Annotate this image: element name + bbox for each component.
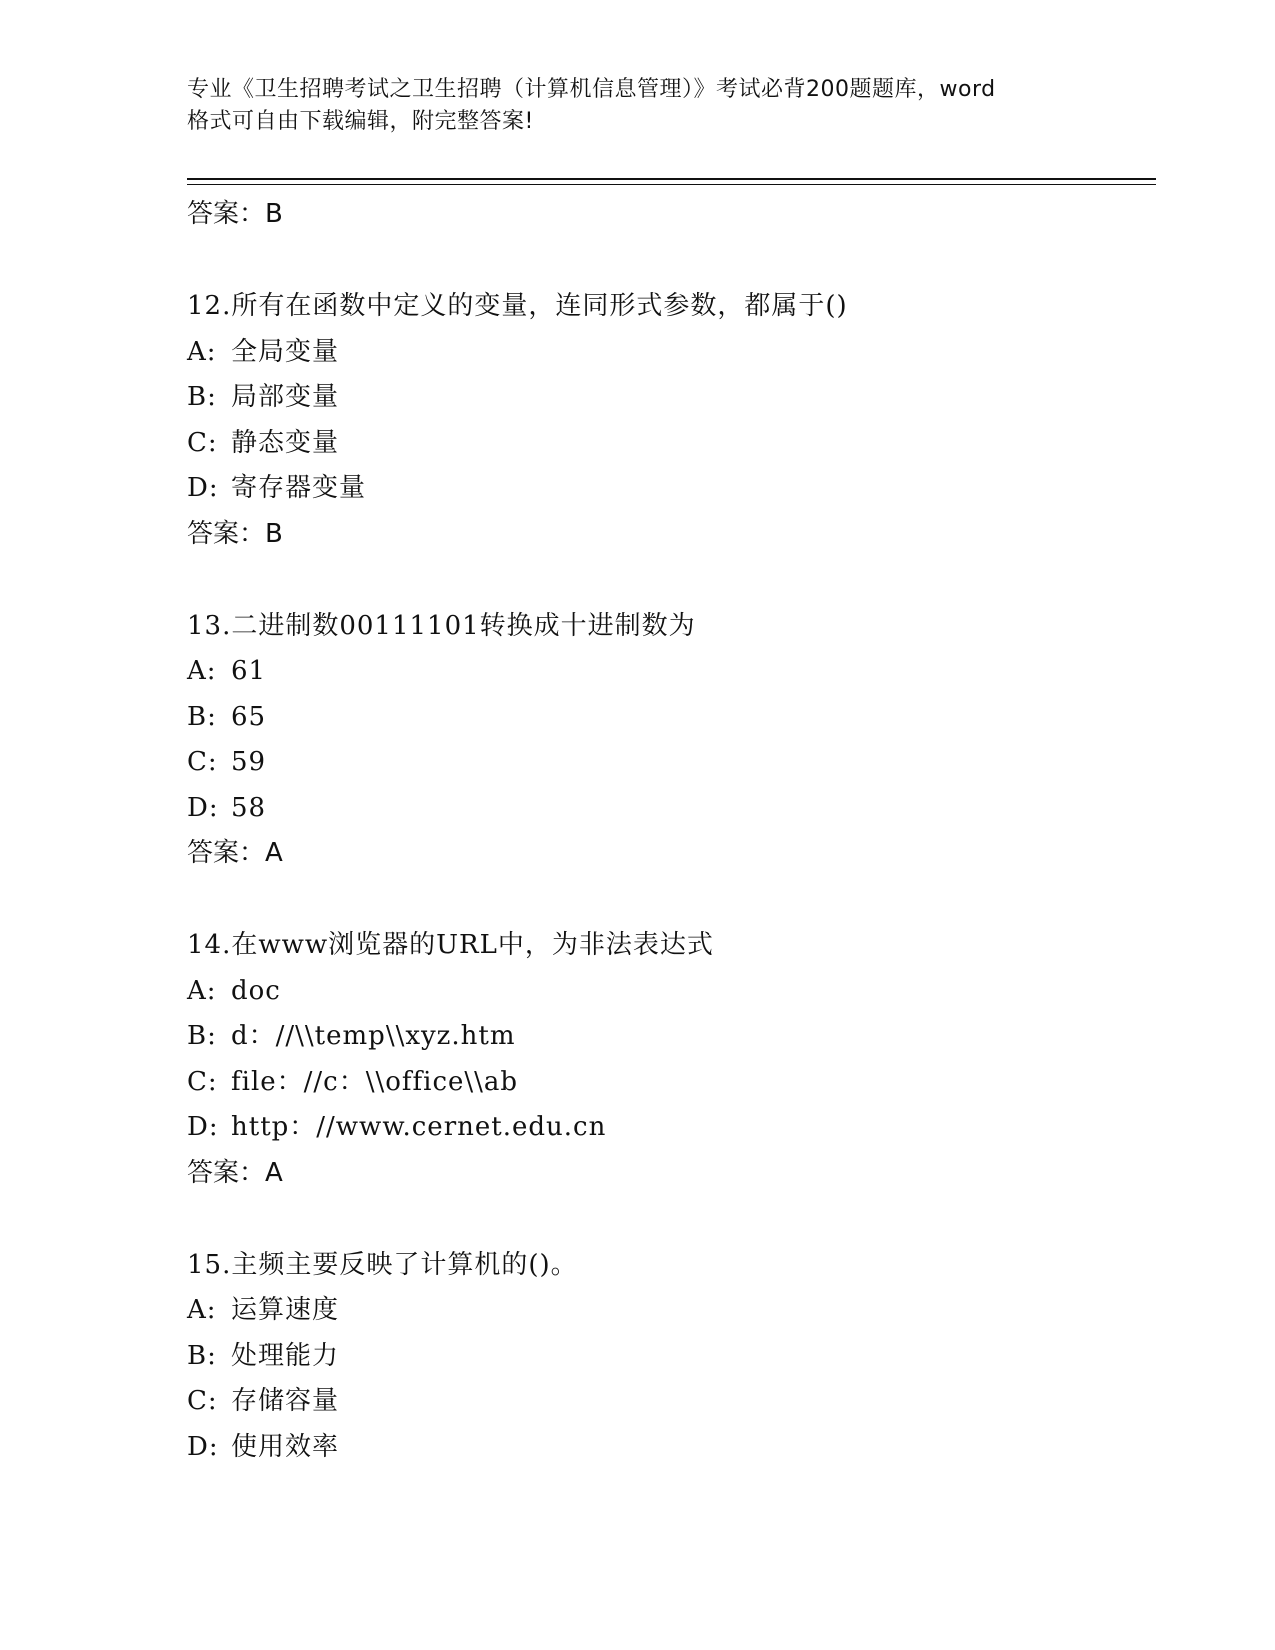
header-line-2: 格式可自由下载编辑，附完整答案! [187,109,534,134]
question-block-14 [187,923,1147,1195]
option-a [187,649,1147,695]
option-letter: A: [187,1295,217,1325]
question-list [187,192,1147,1470]
option-letter: B: [187,701,217,732]
option-text: 存储容量 [231,1386,340,1416]
option-a [187,330,1147,376]
question-block-15 [187,1243,1147,1471]
option-letter: B: [187,1021,217,1051]
option-text: 58 [231,792,267,823]
option-c [187,421,1147,467]
option-letter: D: [187,792,219,823]
option-letter: D: [187,1431,219,1462]
option-letter: D: [187,473,219,503]
header-rule-thick [187,178,1156,180]
option-text: 59 [231,747,267,777]
header-line-1: 专业《卫生招聘考试之卫生招聘（计算机信息管理）》考试必背200题题库，word [187,77,996,102]
option-letter: C: [187,427,218,458]
option-d [187,786,1147,832]
option-a [187,969,1147,1015]
answer-line: 答案：A [187,1157,283,1188]
option-letter: A: [187,336,217,367]
option-b [187,695,1147,741]
question-text: 12.所有在函数中定义的变量，连同形式参数，都属于() [187,291,848,321]
question-text: 14.在www浏览器的URL中，为非法表达式 [187,930,714,960]
option-letter: B: [187,382,217,412]
option-text: file：//c：\\office\\ab [231,1066,519,1097]
option-letter: C: [187,1066,218,1097]
option-d [187,466,1147,512]
option-letter: A: [187,975,217,1006]
option-text: doc [231,975,281,1006]
document-header [187,74,1087,138]
option-text: 使用效率 [231,1431,340,1462]
option-c [187,1060,1147,1106]
answer-line: 答案：A [187,838,283,868]
option-letter: C: [187,1386,218,1416]
option-letter: A: [187,656,217,686]
option-text: 寄存器变量 [231,473,367,503]
question-text: 13.二进制数00111101转换成十进制数为 [187,610,696,641]
option-text: 运算速度 [231,1295,340,1325]
option-d [187,1105,1147,1151]
option-d [187,1425,1147,1471]
option-text: d：//\\temp\\xyz.htm [231,1021,516,1051]
option-b [187,1014,1147,1060]
option-c [187,740,1147,786]
previous-answer: 答案：B [187,199,283,229]
option-b [187,1334,1147,1380]
option-text: 处理能力 [231,1340,340,1371]
option-text: 全局变量 [231,336,340,367]
option-c [187,1379,1147,1425]
option-text: 65 [231,701,267,732]
answer-line: 答案：B [187,518,283,549]
header-rule-thin [187,184,1156,185]
option-letter: B: [187,1340,217,1371]
option-letter: C: [187,747,218,777]
option-b [187,375,1147,421]
option-text: 局部变量 [231,382,340,412]
question-block-13 [187,604,1147,876]
option-text: 静态变量 [231,427,340,458]
question-text: 15.主频主要反映了计算机的()。 [187,1249,578,1280]
question-block-12 [187,284,1147,556]
option-a [187,1288,1147,1334]
option-letter: D: [187,1112,219,1142]
option-text: 61 [231,656,267,686]
option-text: http：//www.cernet.edu.cn [231,1112,607,1142]
